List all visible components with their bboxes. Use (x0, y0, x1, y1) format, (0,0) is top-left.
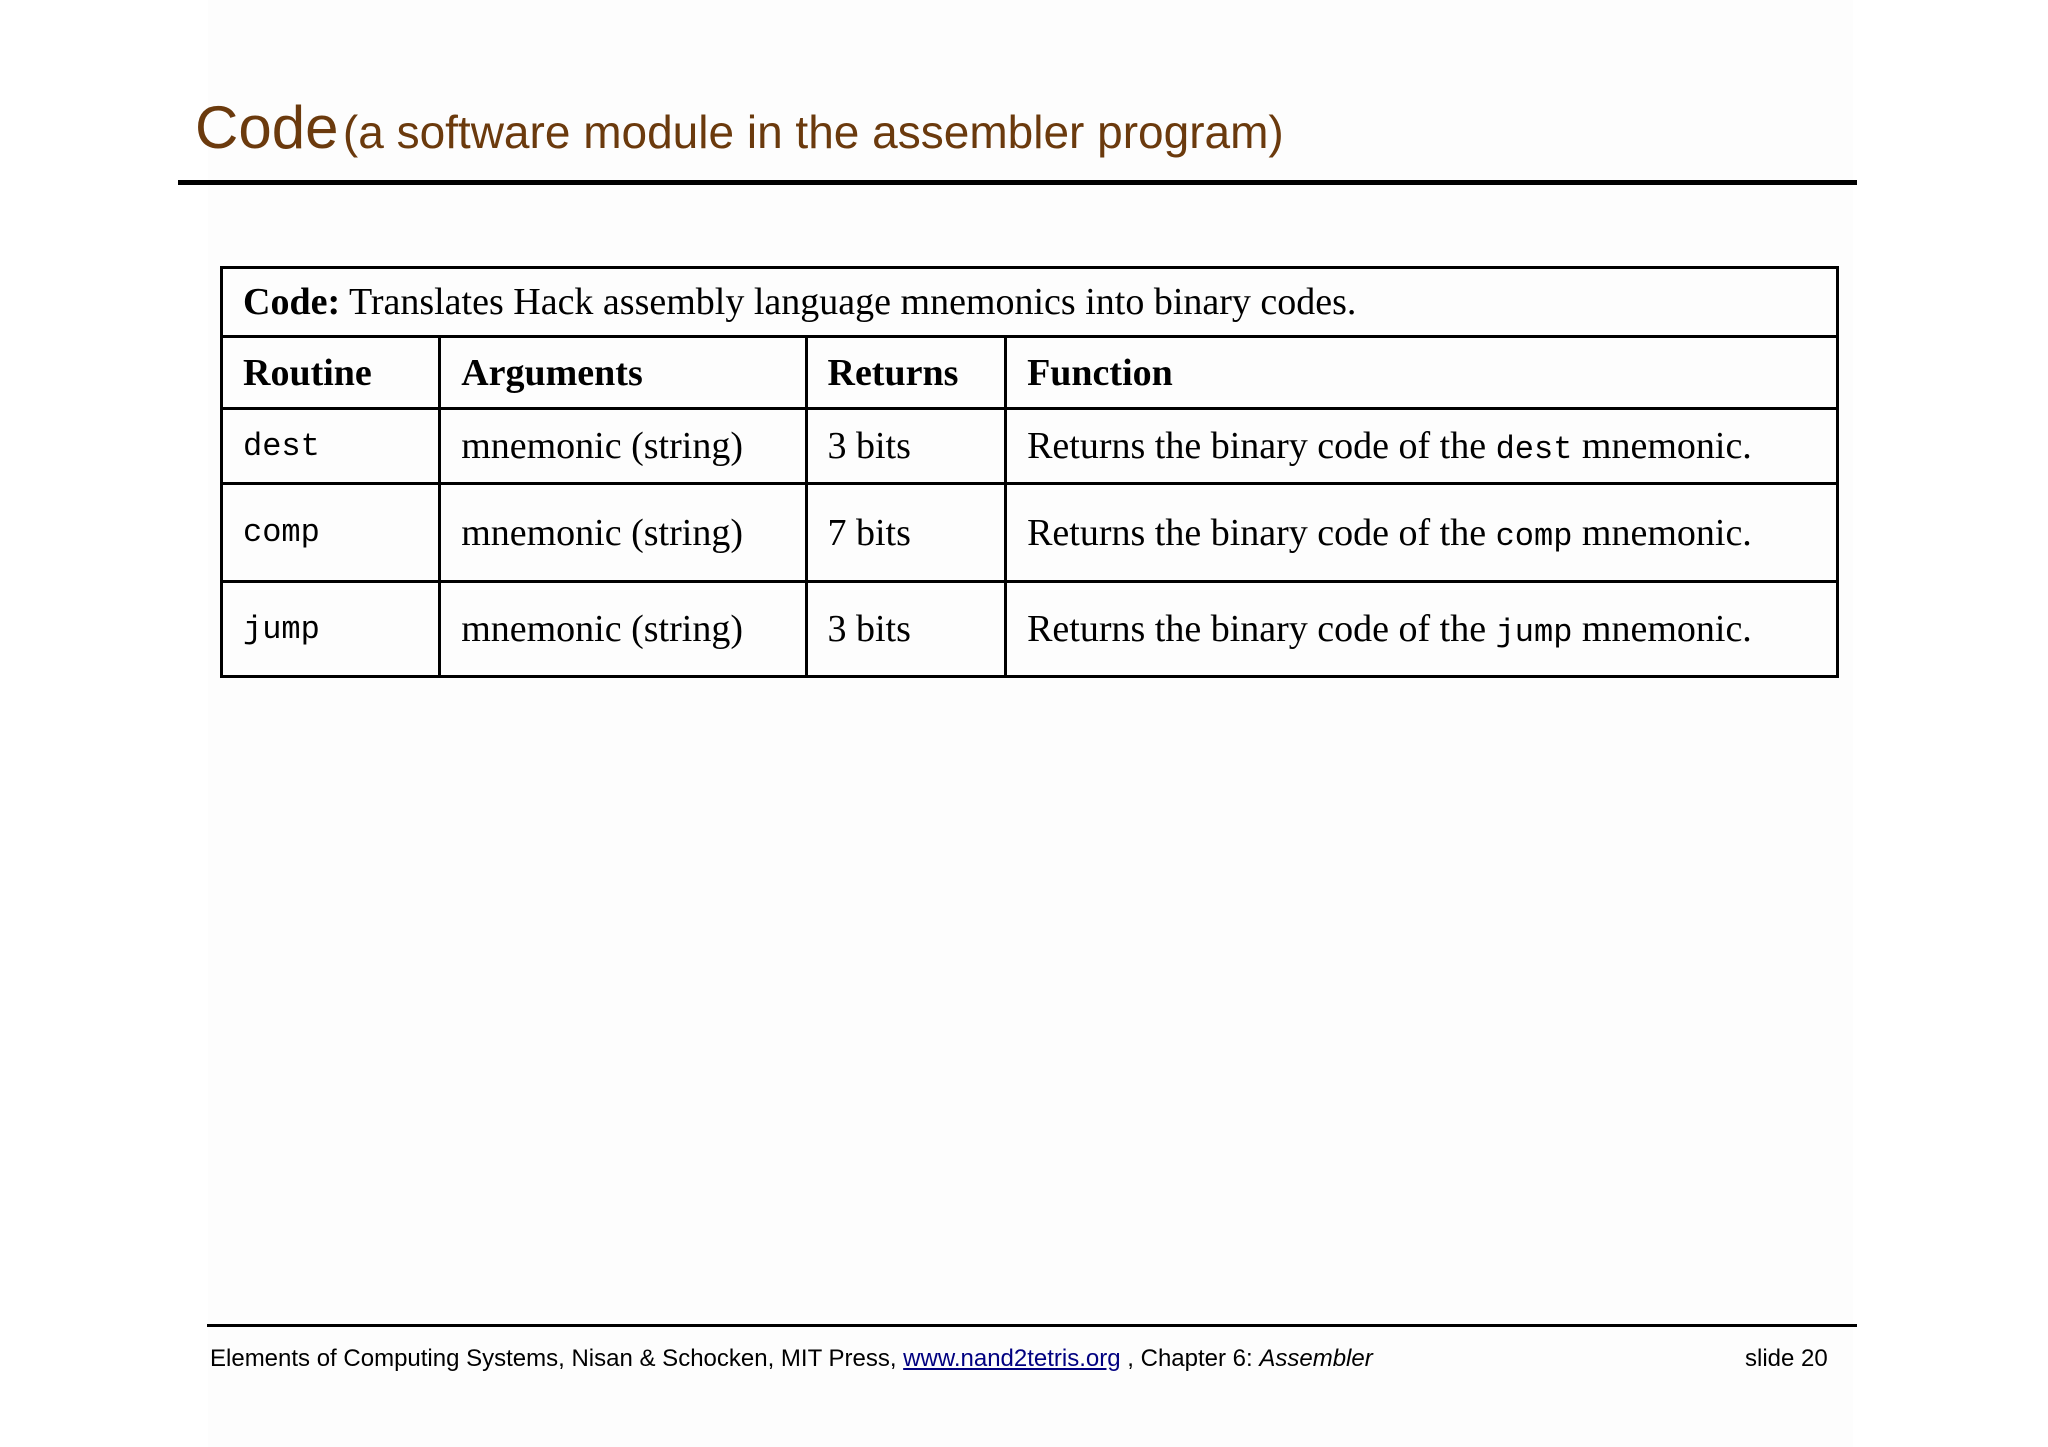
cell-routine: comp (222, 484, 440, 582)
cell-function (1006, 582, 1838, 677)
code-api-table (220, 266, 1839, 678)
cell-function (1006, 484, 1838, 582)
header-routine: Routine (222, 337, 440, 409)
function-prefix: Returns the binary code of the (1027, 511, 1487, 554)
footer-link[interactable]: www.nand2tetris.org (903, 1345, 1121, 1372)
slide-title-main: Code (195, 94, 339, 161)
cell-arguments: mnemonic (string) (440, 582, 806, 677)
cell-routine: jump (222, 582, 440, 677)
header-function: Function (1006, 337, 1838, 409)
slide-number: slide 20 (1745, 1345, 1828, 1372)
footer-text: Elements of Computing Systems, Nisan & Schocken, MIT Press, (210, 1345, 897, 1372)
table-row (222, 582, 1838, 677)
slide-title (195, 94, 1284, 161)
header-returns: Returns (806, 337, 1006, 409)
title-divider (178, 180, 1857, 185)
cell-function (1006, 409, 1838, 484)
table-row (222, 484, 1838, 582)
caption-text: Translates Hack assembly language mnemonics into binary codes. (348, 281, 1357, 323)
cell-returns: 3 bits (806, 409, 1006, 484)
function-code: jump (1495, 614, 1573, 651)
slide-title-subtitle: (a software module in the assembler program) (342, 106, 1284, 158)
function-prefix: Returns the binary code of the (1027, 425, 1487, 467)
footer-citation (210, 1345, 1373, 1373)
cell-routine: dest (222, 409, 440, 484)
function-code: dest (1495, 431, 1573, 468)
function-suffix: mnemonic. (1581, 425, 1752, 467)
table-header-row (222, 337, 1838, 409)
cell-arguments: mnemonic (string) (440, 409, 806, 484)
function-suffix: mnemonic. (1581, 608, 1752, 650)
function-code: comp (1495, 517, 1573, 555)
table-caption-row (222, 268, 1838, 337)
table-row (222, 409, 1838, 484)
header-arguments: Arguments (440, 337, 806, 409)
footer-chapter: Assembler (1259, 1345, 1373, 1372)
footer-chapter-prefix: , Chapter 6: (1127, 1345, 1253, 1372)
cell-arguments: mnemonic (string) (440, 484, 806, 582)
cell-returns: 7 bits (806, 484, 1006, 582)
table-caption (222, 268, 1838, 337)
caption-label: Code: (243, 281, 341, 323)
cell-returns: 3 bits (806, 582, 1006, 677)
footer-divider (207, 1324, 1857, 1327)
function-suffix: mnemonic. (1581, 511, 1752, 554)
slide-background (208, 0, 1853, 1447)
function-prefix: Returns the binary code of the (1027, 608, 1487, 650)
